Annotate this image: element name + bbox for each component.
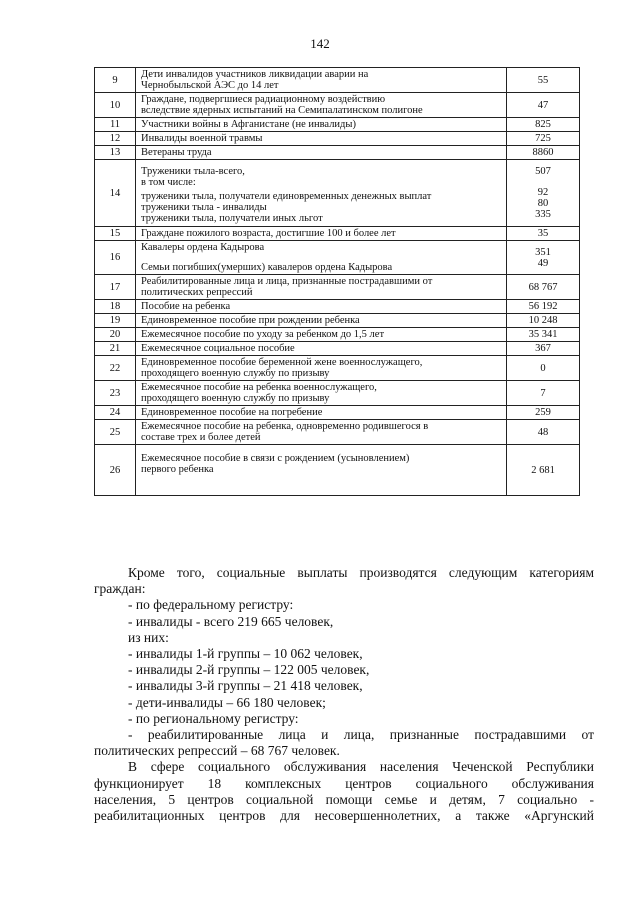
row-description-line: труженики тыла - инвалиды [141,202,267,213]
row-value [507,314,580,328]
row-number: 10 [95,93,136,118]
table-row [95,118,580,132]
row-description-line: труженики тыла, получатели единовременных денежных выплат [141,191,432,202]
row-description [136,342,507,356]
row-value [507,406,580,420]
table-row [95,241,580,275]
row-number: 12 [95,132,136,146]
row-value-line: 47 [537,99,549,111]
row-description [136,93,507,118]
row-number: 22 [95,356,136,381]
row-value [507,445,580,496]
item-rehab-line-2: политических репрессий – 68 767 человек. [94,743,340,759]
row-description-line: составе трех и более детей [141,432,261,443]
row-value [507,146,580,160]
table-row [95,381,580,406]
row-number: 15 [95,227,136,241]
row-description-line: Дети инвалидов участников ликвидации аварии на [141,69,369,80]
row-description [136,275,507,300]
row-value-line: 725 [535,133,551,144]
row-number: 26 [95,445,136,496]
row-description-line: Труженики тыла-всего, [141,166,245,177]
item-federal: - по федеральному регистру: [128,597,294,613]
row-value-line: 80 [537,198,549,209]
row-description [136,445,507,496]
row-description-line: Единовременное пособие на погребение [141,407,323,418]
row-value [507,328,580,342]
table-row [95,132,580,146]
row-value-line: 2 681 [531,464,555,476]
table-row [95,300,580,314]
page-number: 142 [310,36,330,51]
row-value-line: 49 [537,257,549,269]
table-row [95,328,580,342]
row-description-line: Пособие на ребенка [141,301,231,312]
table-row [95,445,580,496]
row-description [136,314,507,328]
row-value [507,93,580,118]
row-description-line: проходящего военную службу по призыву [141,368,330,379]
row-description [136,118,507,132]
row-description [136,420,507,445]
item-regional: - по региональному регистру: [128,710,299,726]
row-number: 16 [95,241,136,275]
row-description-line: проходящего военную службу по призыву [141,393,330,404]
row-value [507,118,580,132]
item-of-them: из них: [128,629,169,645]
table-row [95,146,580,160]
service-line-1: В сфере социального обслуживания населения Чеченской Республики [128,759,594,775]
row-description-line: труженики тыла, получатели иных льгот [141,213,323,224]
row-description-line: Ежемесячное социальное пособие [141,343,295,354]
row-description-line: Чернобыльской АЭС до 14 лет [141,80,279,91]
row-description [136,300,507,314]
row-description [136,356,507,381]
row-description-line: Граждане, подвергшиеся радиационному воздействию [141,94,386,105]
item-children: - дети-инвалиды – 66 180 человек; [128,694,326,710]
row-value-line: 7 [540,387,546,399]
row-description-line: первого ребенка [141,464,214,475]
item-rehab-line-1: - реабилитированные лица и лица, признанные пострадавшими от [128,727,594,743]
row-value [507,132,580,146]
row-description [136,132,507,146]
service-line-4: реабилитационных центров для несовершеннолетних, а также «Аргунский [94,808,594,824]
row-value [507,241,580,275]
row-value-line: 35 [537,228,549,239]
row-description-line: вследствие ядерных испытаний на Семипалатинском полигоне [141,105,423,116]
row-number: 23 [95,381,136,406]
row-value-line: 55 [537,74,549,86]
intro-line-1: Кроме того, социальные выплаты производятся следующим категориям [128,565,594,580]
row-value-line: 8860 [532,147,554,158]
row-value [507,68,580,93]
table-row [95,420,580,445]
row-number: 17 [95,275,136,300]
row-description [136,328,507,342]
row-description-line: Участники войны в Афганистане (не инвалиды) [141,119,356,130]
row-description-line: Единовременное пособие при рождении ребенка [141,315,360,326]
row-value [507,420,580,445]
row-value-line: 92 [537,187,549,198]
intro-line-2: граждан: [94,581,146,597]
table-row [95,406,580,420]
row-value-line: 35 341 [528,329,558,340]
row-number: 20 [95,328,136,342]
item-group-1: - инвалиды 1-й группы – 10 062 человек, [128,646,363,662]
row-number: 11 [95,118,136,132]
row-description-line: Ежемесячное пособие по уходу за ребенком до 1,5 лет [141,329,385,340]
row-value-line: 259 [535,407,551,418]
row-number: 21 [95,342,136,356]
row-number: 19 [95,314,136,328]
row-number: 25 [95,420,136,445]
row-value [507,300,580,314]
row-value-line: 351 [535,246,551,258]
row-value [507,227,580,241]
row-value-line: 367 [535,343,551,354]
row-value-line: 825 [535,119,551,130]
item-disabled-total: - инвалиды - всего 219 665 человек, [128,613,334,629]
row-description-line: Ветераны труда [141,147,212,158]
row-value [507,160,580,227]
body-text [94,565,594,824]
service-line-2: функционирует 18 комплексных центров социального обслуживания [94,775,594,791]
row-value [507,342,580,356]
statistics-table [94,67,580,496]
table-row [95,275,580,300]
item-group-3: - инвалиды 3-й группы – 21 418 человек, [128,678,363,694]
row-description [136,227,507,241]
row-value [507,356,580,381]
row-number: 24 [95,406,136,420]
row-value-line: 68 767 [528,281,558,293]
row-value [507,381,580,406]
table-row [95,314,580,328]
row-number: 13 [95,146,136,160]
row-description [136,68,507,93]
row-description [136,406,507,420]
row-value [507,275,580,300]
service-line-3: населения, 5 центров социальной помощи семье и детям, 7 социально - [94,791,594,807]
row-number: 18 [95,300,136,314]
row-value-line: 507 [535,166,551,177]
row-description-line: Ежемесячное пособие в связи с рождением (усыновлением) [141,453,410,464]
row-number: 14 [95,160,136,227]
table-row [95,356,580,381]
row-description [136,241,507,275]
row-number: 9 [95,68,136,93]
table-row [95,93,580,118]
row-description-line: Граждане пожилого возраста, достигшие 100 и более лет [141,228,396,239]
row-description [136,160,507,227]
row-description-line: Единовременное пособие беременной жене военнослужащего, [141,357,423,368]
row-description-line: Ежемесячное пособие на ребенка военнослужащего, [141,382,377,393]
row-value-line: 48 [537,426,549,438]
row-value-line: 56 192 [528,301,558,312]
row-description-line: Семьи погибших(умерших) кавалеров ордена Кадырова [141,262,393,273]
row-description-line: в том числе: [141,177,196,188]
row-value-line: 335 [535,209,551,220]
row-description-line: Реабилитированные лица и лица, признанные пострадавшими от [141,276,433,287]
row-description [136,146,507,160]
item-group-2: - инвалиды 2-й группы – 122 005 человек, [128,662,370,678]
table-row [95,160,580,227]
table-row [95,342,580,356]
row-description-line: Инвалиды военной травмы [141,133,263,144]
row-description-line: Ежемесячное пособие на ребенка, одновременно родившегося в [141,421,429,432]
row-description [136,381,507,406]
row-description-line: Кавалеры ордена Кадырова [141,242,265,253]
table-row [95,227,580,241]
row-description-line: политических репрессий [141,287,253,298]
row-value-line: 0 [540,362,546,374]
row-value-line: 10 248 [528,315,558,326]
table-row [95,68,580,93]
